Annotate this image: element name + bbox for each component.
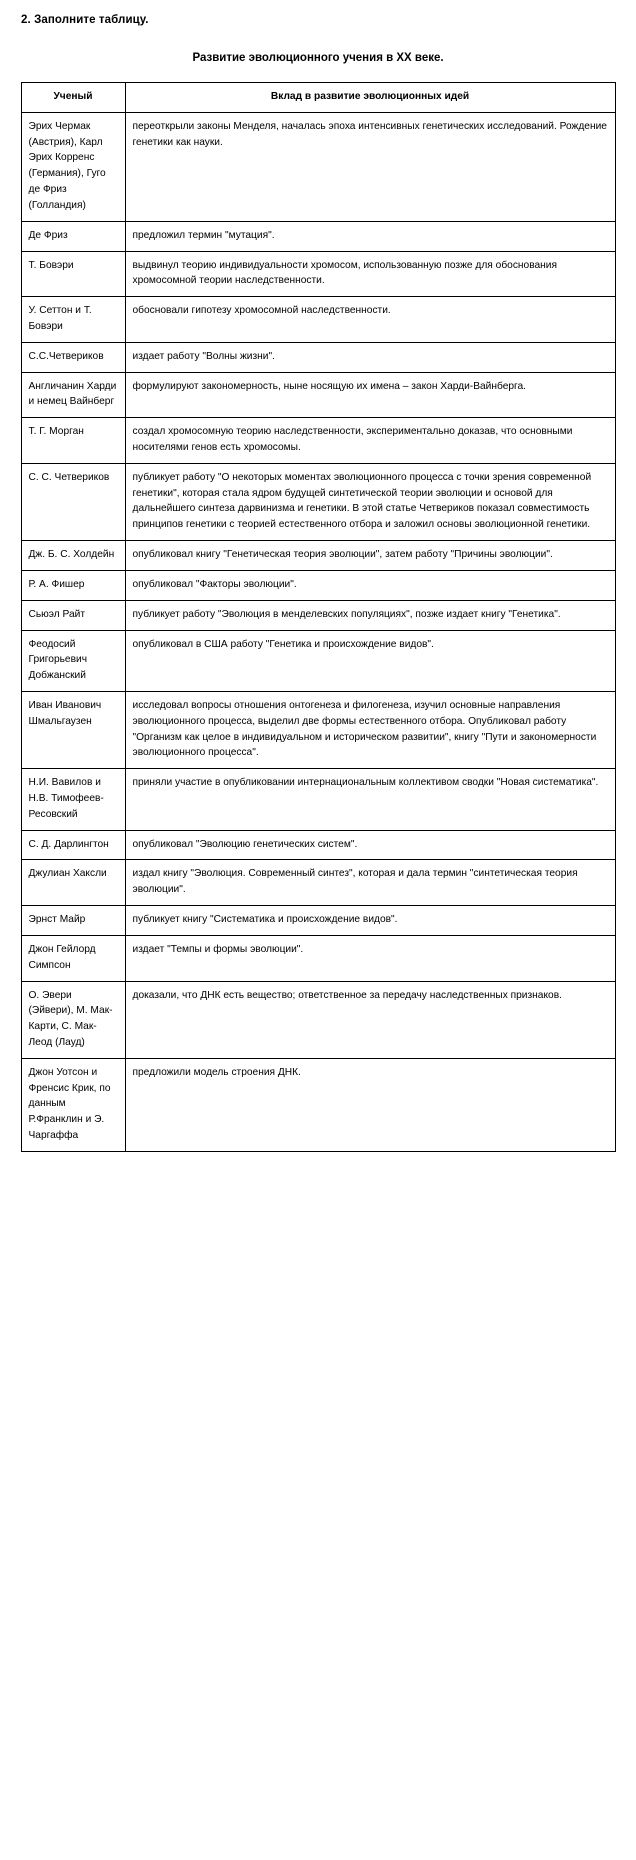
cell-contribution: выдвинул теорию индивидуальности хромосом, использованную позже для обоснования хромосомной теории наследственности.: [125, 251, 615, 297]
cell-contribution: публикует работу "О некоторых моментах эволюционного процесса с точки зрения современной генетики", которая стала ядром будущей синтетической теории эволюции и основой для дальнейшего синтеза дарвинизма и генетики. В этой статье Четвериков показал совместимость принципов генетики с теорией естественного отбора и заложил основы эволюционной генетики.: [125, 463, 615, 540]
column-header-contribution: Вклад в развитие эволюционных идей: [125, 83, 615, 113]
cell-contribution: доказали, что ДНК есть вещество; ответственное за передачу наследственных признаков.: [125, 981, 615, 1058]
table-row: [21, 769, 615, 830]
cell-contribution: переоткрыли законы Менделя, началась эпоха интенсивных генетических исследований. Рождение генетики как науки.: [125, 112, 615, 221]
table-row: [21, 860, 615, 906]
cell-contribution: обосновали гипотезу хромосомной наследственности.: [125, 297, 615, 343]
cell-contribution: публикует книгу "Систематика и происхождение видов".: [125, 906, 615, 936]
table-row: [21, 830, 615, 860]
cell-scientist: Эрих Чермак (Австрия), Карл Эрих Корренс (Германия), Гуго де Фриз (Голландия): [21, 112, 125, 221]
cell-scientist: Эрнст Майр: [21, 906, 125, 936]
table-row: [21, 463, 615, 540]
cell-contribution: создал хромосомную теорию наследственности, экспериментально доказав, что основными носителями генов есть хромосомы.: [125, 418, 615, 464]
table-row: [21, 112, 615, 221]
cell-scientist: Де Фриз: [21, 221, 125, 251]
cell-scientist: Дж. Б. С. Холдейн: [21, 541, 125, 571]
table-row: [21, 342, 615, 372]
cell-contribution: издал книгу "Эволюция. Современный синтез", которая и дала термин "синтетическая теория эволюции".: [125, 860, 615, 906]
cell-contribution: исследовал вопросы отношения онтогенеза и филогенеза, изучил основные направления эволюционного процесса, выделил две формы естественного отбора. Опубликовал работу "Организм как целое в индивидуальном и историческом развитии", книгу "Пути и закономерности эволюционного процесса".: [125, 691, 615, 768]
cell-contribution: опубликовал книгу "Генетическая теория эволюции", затем работу "Причины эволюции".: [125, 541, 615, 571]
cell-scientist: С. Д. Дарлингтон: [21, 830, 125, 860]
cell-contribution: опубликовал в США работу "Генетика и происхождение видов".: [125, 630, 615, 691]
table-row: [21, 251, 615, 297]
cell-contribution: предложили модель строения ДНК.: [125, 1058, 615, 1151]
table-row: [21, 630, 615, 691]
task-instruction: 2. Заполните таблицу.: [21, 14, 149, 26]
table-row: [21, 600, 615, 630]
table-row: [21, 981, 615, 1058]
cell-scientist: Джон Гейлорд Симпсон: [21, 935, 125, 981]
cell-scientist: Джулиан Хаксли: [21, 860, 125, 906]
cell-scientist: С. С. Четвериков: [21, 463, 125, 540]
evolution-table: [21, 82, 616, 1152]
cell-scientist: Т. Г. Морган: [21, 418, 125, 464]
table-row: [21, 418, 615, 464]
cell-scientist: Т. Бовэри: [21, 251, 125, 297]
cell-scientist: С.С.Четвериков: [21, 342, 125, 372]
table-header: [21, 83, 615, 113]
cell-contribution: опубликовал "Эволюцию генетических систем".: [125, 830, 615, 860]
cell-scientist: Сьюэл Райт: [21, 600, 125, 630]
cell-contribution: издает "Темпы и формы эволюции".: [125, 935, 615, 981]
table-row: [21, 372, 615, 418]
table-row: [21, 221, 615, 251]
table-row: [21, 1058, 615, 1151]
page-title: Развитие эволюционного учения в XX веке.: [192, 52, 444, 64]
cell-contribution: приняли участие в опубликовании интернациональным коллективом сводки "Новая систематика".: [125, 769, 615, 830]
table-row: [21, 906, 615, 936]
table-row: [21, 935, 615, 981]
cell-scientist: Р. А. Фишер: [21, 570, 125, 600]
table-row: [21, 691, 615, 768]
cell-contribution: публикует работу "Эволюция в менделевских популяциях", позже издает книгу "Генетика".: [125, 600, 615, 630]
cell-scientist: Англичанин Харди и немец Вайнберг: [21, 372, 125, 418]
cell-scientist: У. Сеттон и Т. Бовэри: [21, 297, 125, 343]
table-body: [21, 112, 615, 1151]
cell-scientist: Феодосий Григорьевич Добжанский: [21, 630, 125, 691]
cell-scientist: Джон Уотсон и Френсис Крик, по данным Р.Франклин и Э. Чаргаффа: [21, 1058, 125, 1151]
cell-scientist: О. Эвери (Эйвери), М. Мак-Карти, С. Мак-Леод (Лауд): [21, 981, 125, 1058]
table-row: [21, 541, 615, 571]
cell-scientist: Н.И. Вавилов и Н.В. Тимофеев-Ресовский: [21, 769, 125, 830]
table-row: [21, 570, 615, 600]
cell-scientist: Иван Иванович Шмальгаузен: [21, 691, 125, 768]
cell-contribution: издает работу "Волны жизни".: [125, 342, 615, 372]
cell-contribution: опубликовал "Факторы эволюции".: [125, 570, 615, 600]
cell-contribution: предложил термин "мутация".: [125, 221, 615, 251]
table-row: [21, 297, 615, 343]
column-header-scientist: Ученый: [21, 83, 125, 113]
cell-contribution: формулируют закономерность, ныне носящую их имена – закон Харди-Вайнберга.: [125, 372, 615, 418]
table-header-row: [21, 83, 615, 113]
